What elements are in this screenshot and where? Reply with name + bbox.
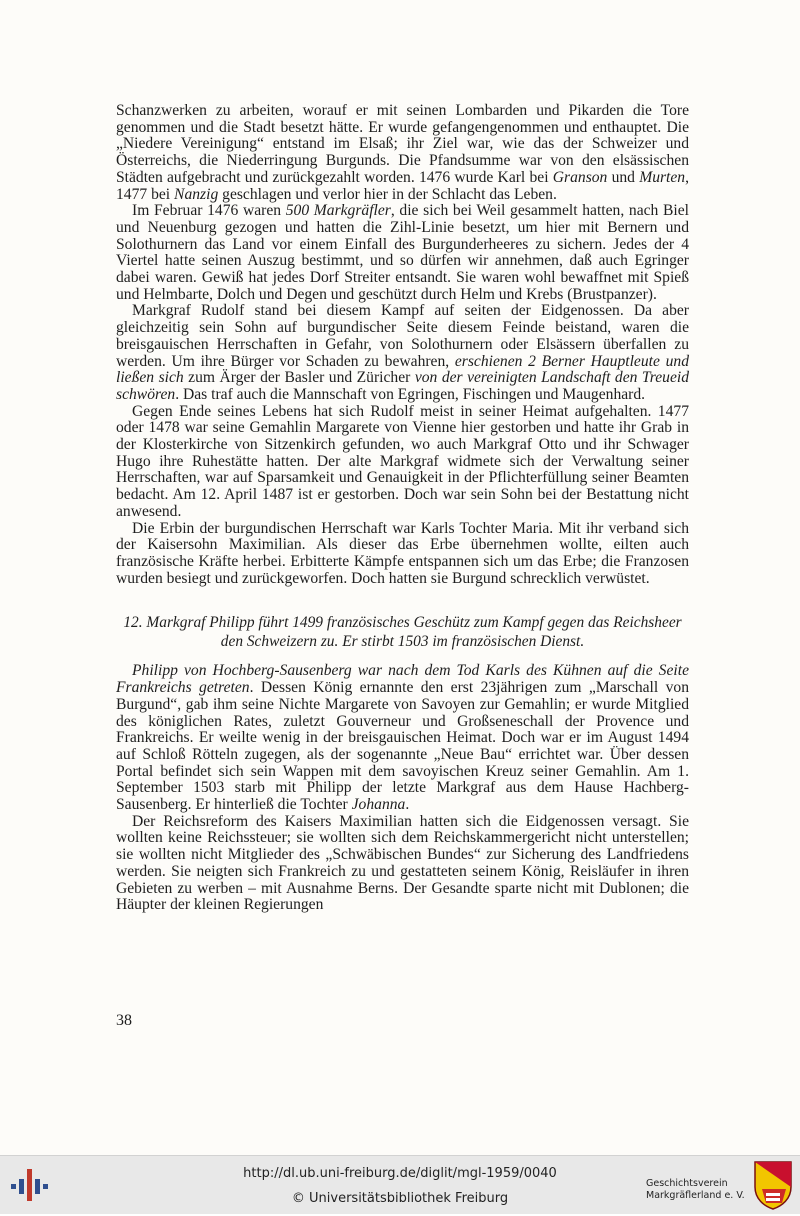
footer-bar: [0, 1155, 800, 1214]
paragraph-1: Schanzwerken zu arbeiten, worauf er mit seinen Lombarden und Pikarden die Tore genommen und die Stadt besetzt hätte. Er wurde gefangengenommen und enthauptet. Die „Niedere Vereinigung“ entstand im Elsaß; ihr Ziel war, wie das der Schweizer und Österreichs, die Niederringung Burgunds. Die Pfandsumme war von den elsässischen Städten aufgebracht und zurückgezahlt worden. 1476 wurde Karl bei Granson und Murten, 1477 bei Nanzig geschlagen und verlor hier in der Schlacht das Leben.: [116, 102, 690, 203]
organization-name: Geschichtsverein Markgräflerland e. V.: [646, 1178, 745, 1201]
paragraph-6: Philipp von Hochberg-Sausenberg war nach dem Tod Karls des Kühnen auf die Seite Frankreichs getreten. Dessen König ernannte den erst 23jährigen zum „Marschall von Burgund“, gab ihm seine Nichte Margarete von Savoyen zur Gemahlin; er wurde Mitglied des königlichen Rates, zuletzt Gouverneur und Großseneschall der Provence und Frankreichs. Er weilte wenig in der breisgauischen Heimat. Doch war er im August 1494 auf Schloß Rötteln zugegen, als der sogenannte „Neue Bau“ errichtet war. Über dessen Portal befindet sich sein Wappen mit dem savoyischen Kreuz seiner Gemahlin. Am 1. September 1503 starb mit Philipp der letzte Markgraf aus dem Hause Hachberg-Sausenberg. Er hinterließ die Tochter Johanna.: [116, 662, 689, 814]
copyright-notice: © Universitätsbibliothek Freiburg: [291, 1191, 509, 1206]
heading-line-2: den Schweizern zu. Er stirbt 1503 im französischen Dienst.: [220, 633, 585, 651]
paragraph-7: Der Reichsreform des Kaisers Maximilian hatten sich die Eidgenossen versagt. Sie wollten keine Reichssteuer; sie wollten sich dem Reichskammergericht nicht unterstellen; sie wollten nicht Mitglieder des „Schwäbischen Bundes“ zur Sicherung des Landfriedens werden. Sie neigten sich Frankreich zu und gestatteten seinem König, Reisläufer in ihren Gebieten zu werben – mit Ausnahme Berns. Der Gesandte sparte nicht mit Dublonen; die Häupter der kleinen Regierungen: [116, 812, 689, 914]
paragraph-2: Im Februar 1476 waren 500 Markgräfler, die sich bei Weil gesammelt hatten, nach Biel und Neuenburg gezogen und hatten die Zihl-Linie besetzt, um hier mit Bernern und Solothurnern das Land vor einem Einfall des Burgunderheeres zu sichern. Jedes der 4 Viertel hatte seinen Auszug bestimmt, und so dürfen wir annehmen, daß auch Egringer dabei waren. Gewiß hat jedes Dorf Streiter entsandt. Sie waren wohl bewaffnet mit Spieß und Helmbarte, Dolch und Degen und geschützt durch Helm und Krebs (Brustpanzer).: [116, 202, 689, 303]
section-heading: [116, 613, 689, 651]
markgraeflerland-crest-icon[interactable]: [752, 1159, 794, 1211]
heading-line-1: 12. Markgraf Philipp führt 1499 französisches Geschütz zum Kampf gegen das Reichsheer: [123, 614, 682, 632]
paragraph-3: Markgraf Rudolf stand bei diesem Kampf auf seiten der Eidgenossen. Da aber gleichzeitig sein Sohn auf burgundischer Seite diesem Feinde beistand, waren die breisgauischen Herrschaften in Gefahr, von Solothurnern oder Elsässern überfallen zu werden. Um ihre Bürger vor Schaden zu bewahren, erschienen 2 Berner Hauptleute und ließen sich zum Ärger der Basler und Züricher von der vereinigten Landschaft den Treueid schwören. Das traf auch die Mannschaft von Egringen, Fischingen und Maugenhard.: [116, 302, 689, 403]
paragraph-5: Die Erbin der burgundischen Herrschaft war Karls Tochter Maria. Mit ihr verband sich der Kaisersohn Maximilian. Als dieser das Erbe übernehmen wollte, eilten auch französische Kräfte herbei. Erbitterte Kämpfe entspannen sich um das Erbe; die Franzosen wurden besiegt und zurückgeworfen. Doch hatten sie Burgund schrecklich verwüstet.: [116, 519, 689, 587]
paragraph-4: Gegen Ende seines Lebens hat sich Rudolf meist in seiner Heimat aufgehalten. 1477 oder 1478 war seine Gemahlin Margarete von Vienne hier gestorben und hatte ihr Grab in der Klosterkirche von Sitzenkirch gefunden, wo auch Markgraf Otto und ihr Schwager Hugo ihre Ruhestätte hatten. Der alte Markgraf widmete sich der Verwaltung seiner Herrschaften, war auf Sparsamkeit und Genauigkeit in der Pflichterfüllung seiner Beamten bedacht. Am 12. April 1487 ist er gestorben. Doch war sein Sohn bei der Bestattung nicht anwesend.: [116, 402, 689, 520]
page-text: [116, 103, 689, 914]
page-number: 38: [116, 1012, 132, 1029]
document-url-link[interactable]: http://dl.ub.uni-freiburg.de/diglit/mgl-1959/0040: [243, 1166, 557, 1181]
